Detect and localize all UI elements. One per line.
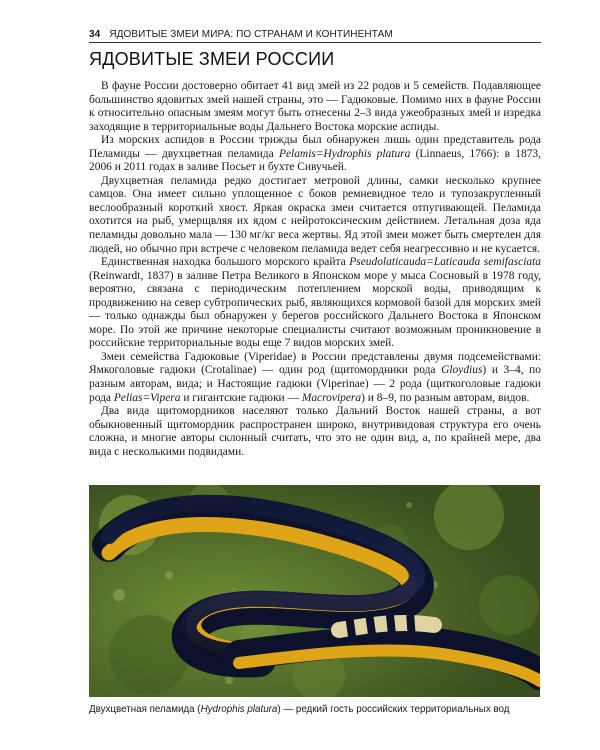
paragraph: Единственная находка большого морского крайта Pseudolaticauda=Laticauda semifasciata (Reinwardt, 1837) в заливе Петра Великого в Японском море у мыса Сосновый в 1978 году, вероятно, связана с периодическим потеплением морской воды, приводящим к продвижению на север субтропических рыб, являющихся кормовой базой для морских змей — только однажды был обнаружен у берегов российского Дальнего Востока в Японском море. По этой же причине некоторые специалисты считают возможным проникновение в российские территориальные воды еще 7 видов морских змей. xyxy=(89,256,541,350)
snake-illustration xyxy=(89,485,540,697)
paragraph: Двухцветная пеламида редко достигает метровой длины, самки несколько крупнее самцов. Она имеет сильно уплощенное с боков ремневидное тело и тупозакругленный веслообразный короткий хвост. Яркая окраска змеи считается отпугивающей. Пеламида охотится на рыб, умерщвляя их ядом с нейротоксическим действием. Летальная доза яда пеламиды довольно мала — 130 мг/кг веса жертвы. Яд этой змеи может быть смертелен для людей, но обычно при встрече с человеком пеламида ведет себя неагрессивно и не кусается. xyxy=(89,174,541,255)
genus-name: Macrovipera xyxy=(301,391,362,404)
paragraph: В фауне России достоверно обитает 41 вид змей из 22 родов и 5 семейств. Подавляющее большинство ядовитых змей нашей страны, это — Гадюковые. Помимо них в фауне России к относительно опасным змеям могут быть отнесены 2–3 вида ужеобразных змей и изредка заходящие в территориальные воды Дальнего Востока морские аспиды. xyxy=(89,80,541,133)
section-title: ЯДОВИТЫЕ ЗМЕИ РОССИИ xyxy=(89,49,335,69)
paragraph: Два вида щитомордников населяют только Дальний Восток нашей страны, а вот обыкновенный щитомордник распространен широко, внутривидовая структура его очень сложна, и многие авторы склонный считать, что это не один вид, а, по крайней мере, два вида с несколькими подвидами. xyxy=(89,405,541,458)
species-name: Pelamis=Hydrophis platura xyxy=(278,147,411,160)
species-name: Hydrophis platura xyxy=(200,704,278,715)
genus-name: Pelias=Vipera xyxy=(113,391,181,404)
running-header xyxy=(89,27,541,43)
paragraph: Змеи семейства Гадюковые (Viperidae) в России представлены двумя подсемействами: Ямкоголовые гадюки (Crotalinae) — один род (щитомордники рода Gloydius) и 3–4, по разным авторам, вида; и Настоящие гадюки (Viperinae) — 2 рода (щиткоголовые гадюки рода Pelias=Vipera и гигантские гадюки — Macrovipera) и 8–9, по разным авторам, видов. xyxy=(89,350,541,404)
genus-name: Gloydius xyxy=(441,364,483,377)
running-title: ЯДОВИТЫЕ ЗМЕИ МИРА: ПО СТРАНАМ И КОНТИНЕНТАМ xyxy=(109,29,393,40)
paragraph: Из морских аспидов в России трижды был обнаружен лишь один представитель рода Пеламиды — двухцветная пеламида Pelamis=Hydrophis platura (Linnaeus, 1766): в 1873, 2006 и 2011 годах в заливе Посьет и бухте Сивучьей. xyxy=(89,134,541,174)
species-name: Pseudolaticauda=Laticauda semifasciata xyxy=(349,256,541,269)
article-body xyxy=(89,80,541,459)
snake-photo xyxy=(89,485,540,697)
page-number: 34 xyxy=(89,29,101,40)
figure-caption: Двухцветная пеламида (Hydrophis platura) — редкий гость российских территориальных вод xyxy=(89,704,510,715)
